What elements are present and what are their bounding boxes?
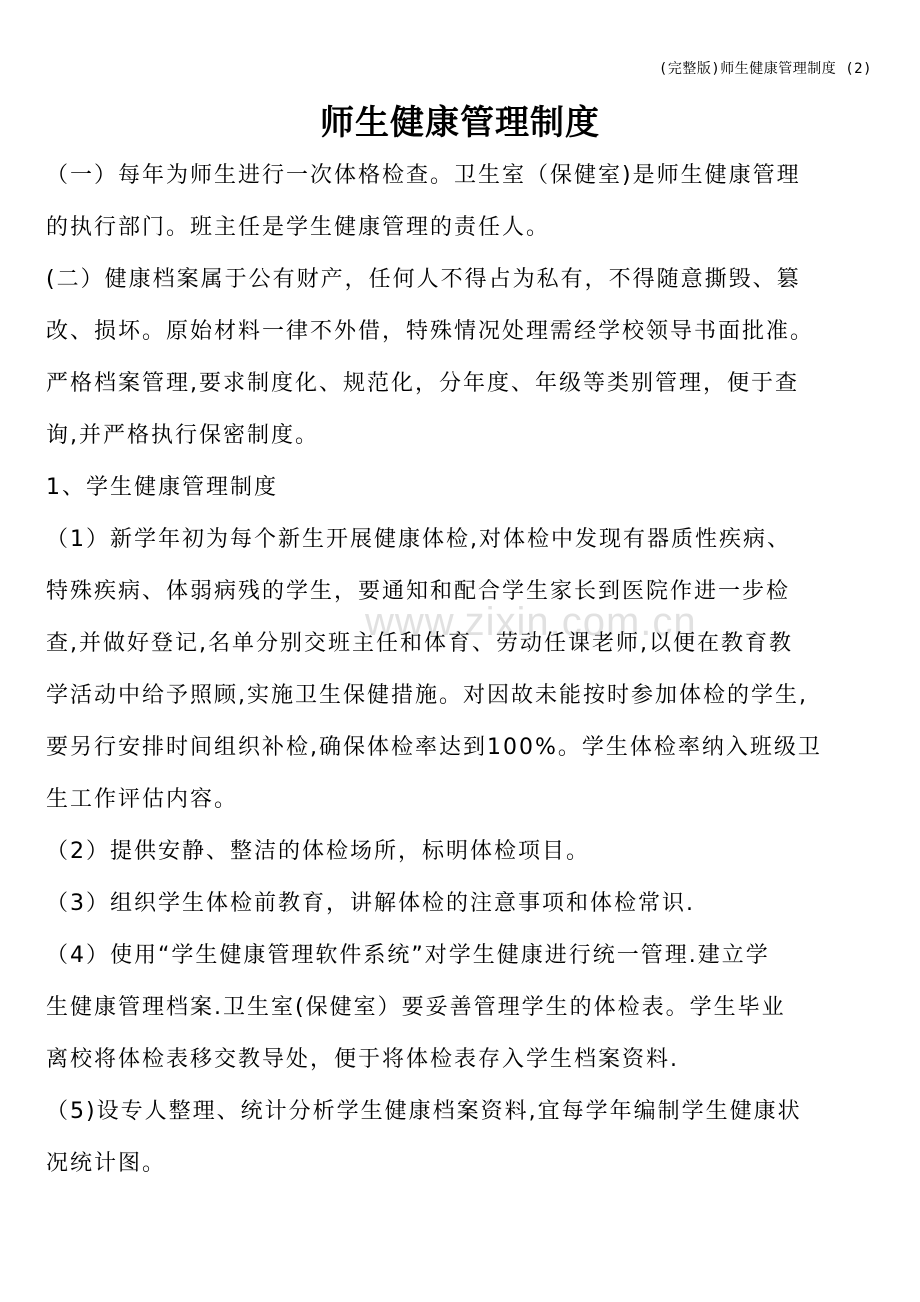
- text-line: （4）使用“学生健康管理软件系统”对学生健康进行统一管理.建立学: [46, 943, 770, 968]
- text-line: （一）每年为师生进行一次体格检查。卫生室（保健室)是师生健康管理: [46, 163, 801, 188]
- text-line: 特殊疾病、体弱病残的学生，要通知和配合学生家长到医院作进一步检: [46, 579, 791, 604]
- text-line: 离校将体检表移交教导处，便于将体检表存入学生档案资料.: [46, 1047, 679, 1072]
- text-line: 严格档案管理,要求制度化、规范化，分年度、年级等类别管理，便于查: [46, 371, 799, 396]
- document-title: 师生健康管理制度: [320, 103, 600, 143]
- text-line: 况统计图。: [46, 1151, 167, 1176]
- text-line: 学活动中给予照顾,实施卫生保健措施。对因故未能按时参加体检的学生,: [46, 683, 808, 708]
- text-line: 生健康管理档案.卫生室(保健室）要妥善管理学生的体检表。学生毕业: [46, 995, 786, 1020]
- text-line: 查,并做好登记,名单分别交班主任和体育、劳动任课老师,以便在教育教: [46, 631, 793, 656]
- text-line: （5)设专人整理、统计分析学生健康档案资料,宜每学年编制学生健康状: [46, 1099, 802, 1124]
- text-line: 的执行部门。班主任是学生健康管理的责任人。: [46, 215, 551, 240]
- text-line: 询,并严格执行保密制度。: [46, 423, 319, 448]
- text-line: （1）新学年初为每个新生开展健康体检,对体检中发现有器质性疾病、: [46, 527, 791, 552]
- header-note: (完整版)师生健康管理制度 (2): [658, 61, 872, 77]
- text-line: 改、损坏。原始材料一律不外借，特殊情况处理需经学校领导书面批准。: [46, 319, 815, 344]
- text-line: 要另行安排时间组织补检,确保体检率达到100%。学生体检率纳入班级卫: [46, 735, 822, 760]
- document-body: [46, 150, 886, 1190]
- watermark: www.zixin.com.cn: [365, 600, 697, 644]
- text-line: （3）组织学生体检前教育，讲解体检的注意事项和体检常识.: [46, 891, 695, 916]
- section-heading: 1、学生健康管理制度: [46, 475, 278, 500]
- text-line: 生工作评估内容。: [46, 787, 239, 812]
- text-line: (二）健康档案属于公有财产，任何人不得占为私有，不得随意撕毁、篡: [46, 267, 801, 292]
- text-line: （2）提供安静、整洁的体检场所，标明体检项目。: [46, 839, 590, 864]
